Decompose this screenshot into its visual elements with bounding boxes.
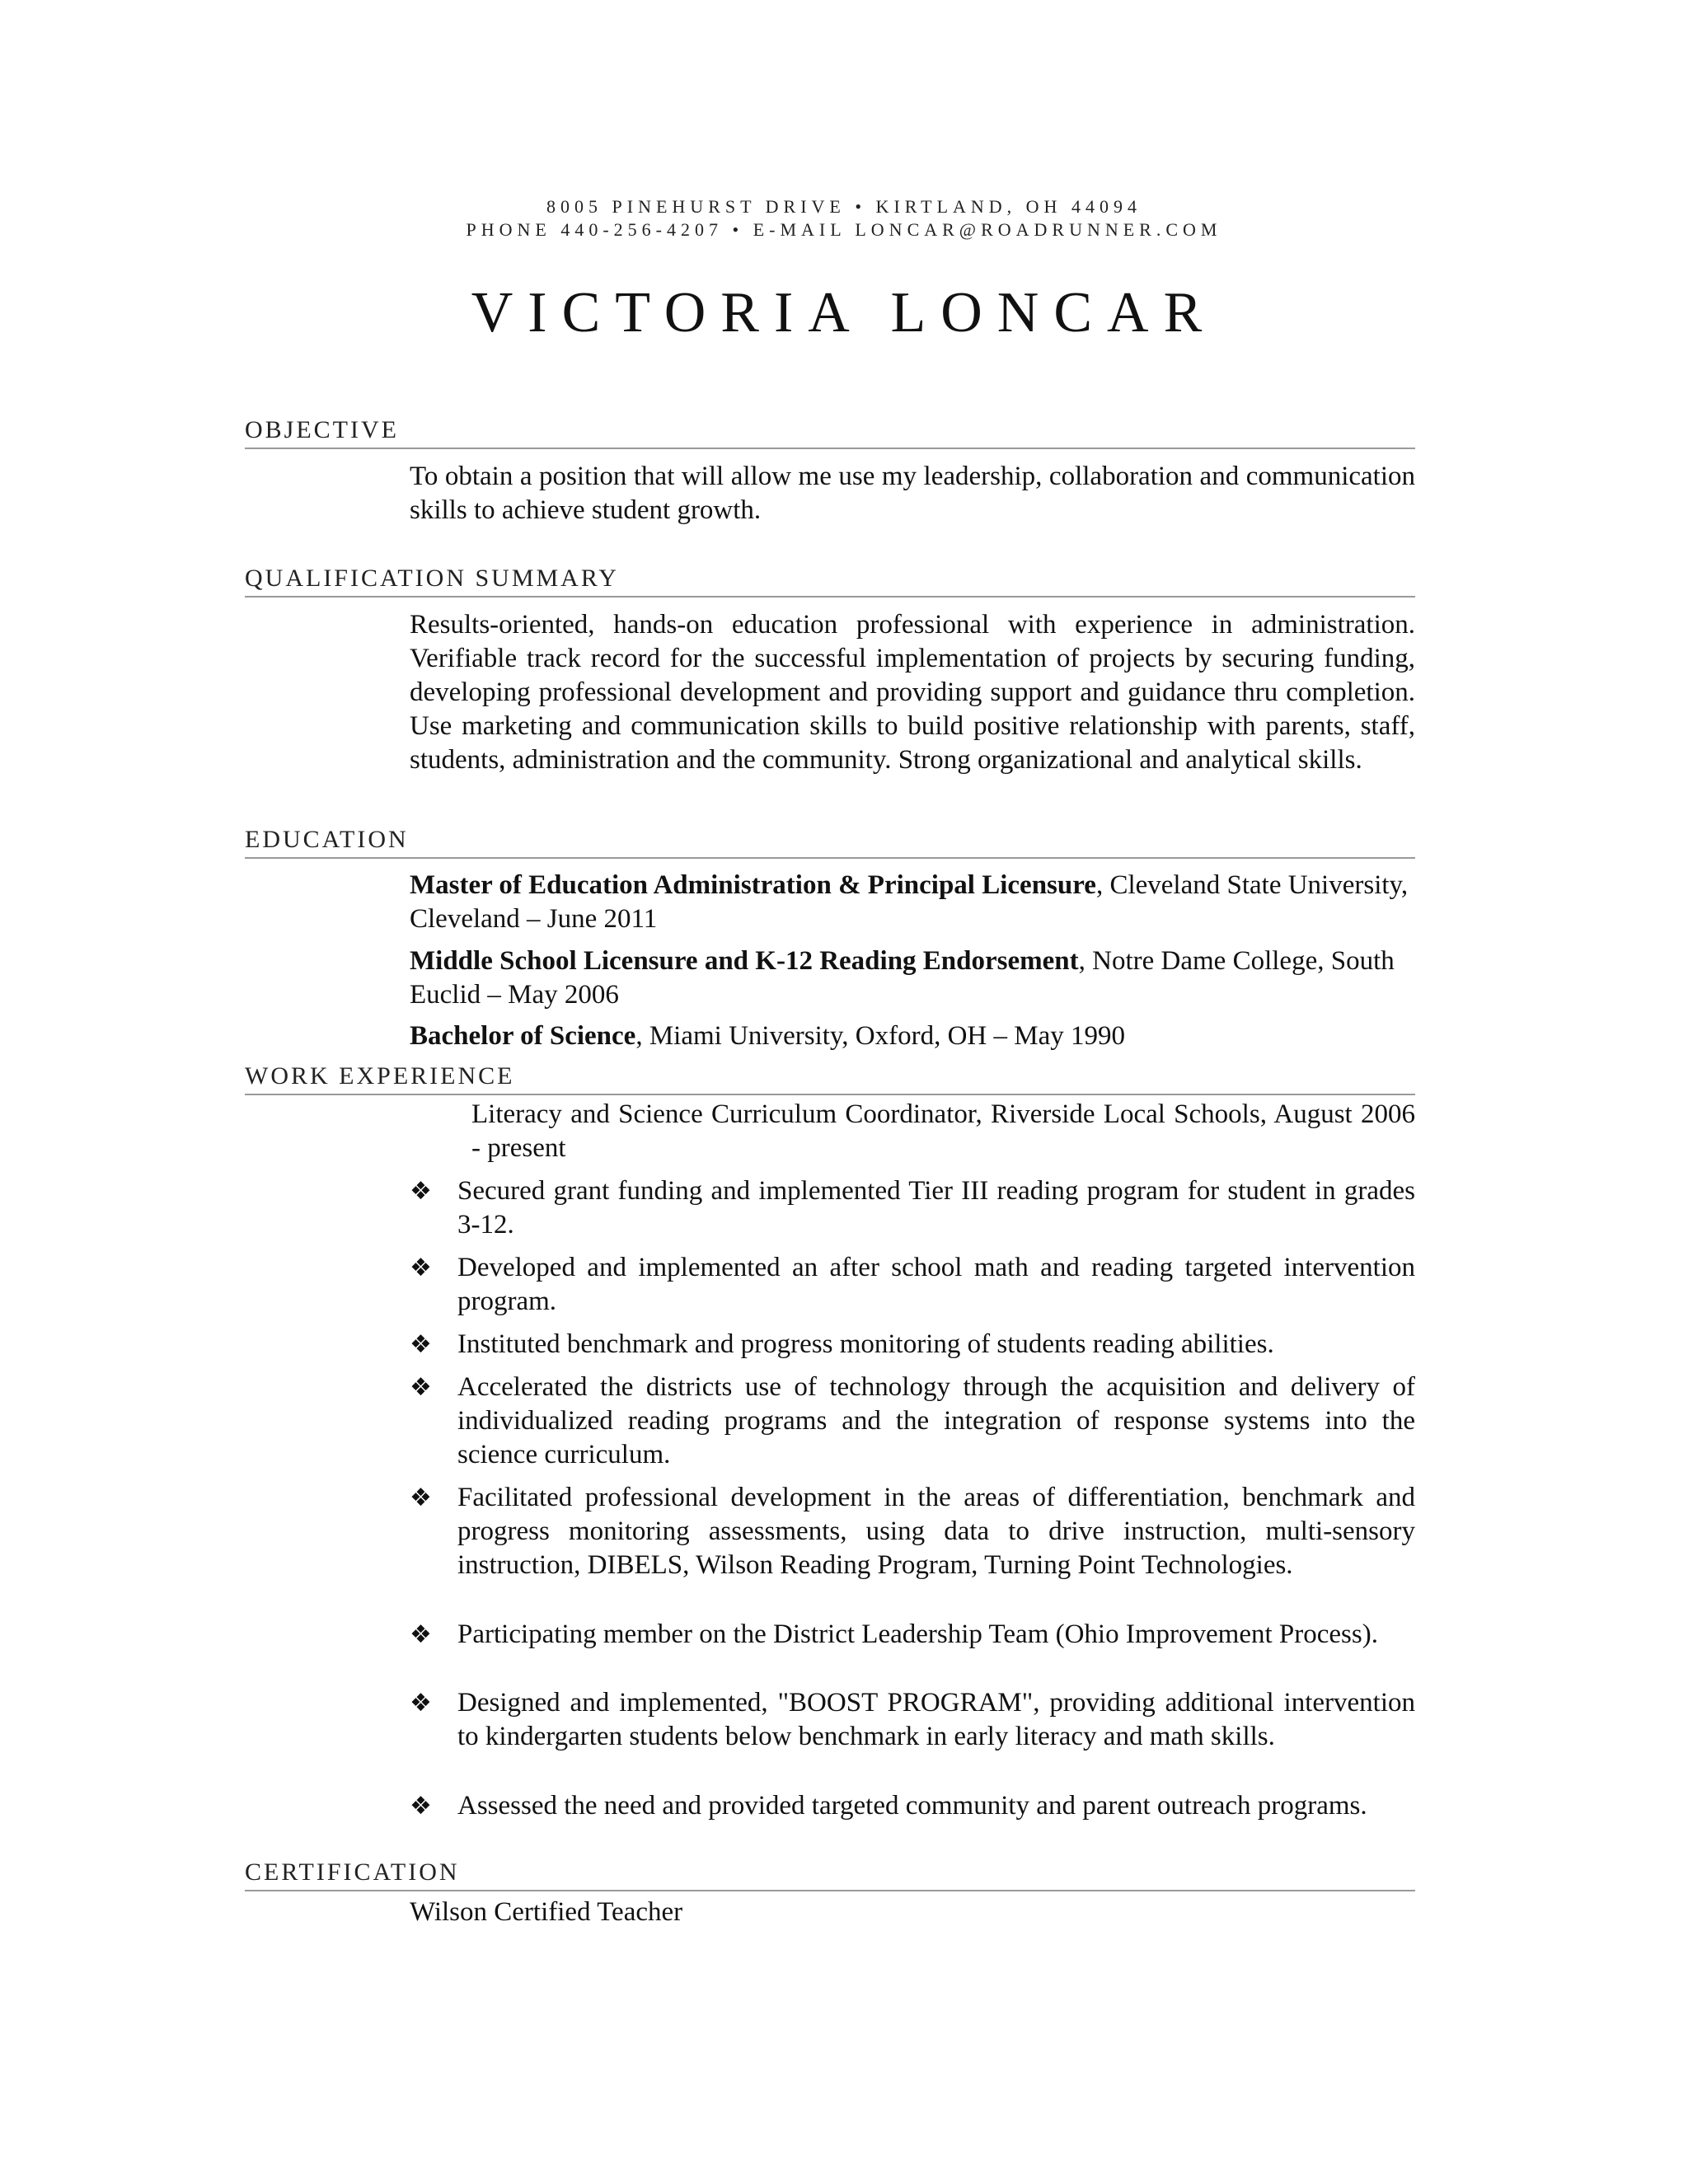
qualification-summary-heading: QUALIFICATION SUMMARY [245,563,1415,598]
address-line: 8005 PINEHURST DRIVE • KIRTLAND, OH 44094 [546,196,1142,217]
work-bullet-text: Developed and implemented an after school math and reading targeted intervention program. [457,1253,1415,1316]
diamond-bullet-icon: ❖ [410,1177,432,1206]
diamond-bullet-icon: ❖ [410,1330,432,1359]
work-bullet-text: Instituted benchmark and progress monitoring of students reading abilities. [457,1329,1274,1359]
diamond-bullet-icon: ❖ [410,1792,432,1821]
education-heading: EDUCATION [245,824,1415,859]
diamond-bullet-icon: ❖ [410,1254,432,1282]
objective-text: To obtain a position that will allow me use my leadership, collaboration and communication skills to achieve student growth. [410,462,1415,525]
diamond-bullet-icon: ❖ [410,1689,432,1718]
work-bullet-text: Facilitated professional development in the areas of differentiation, benchmark and progress monitoring assessments, using data to drive instruction, multi-sensory instruction, DIBELS, Wilson Reading Program, Turning Point Technologies. [457,1483,1415,1580]
contact-line: PHONE 440-256-4207 • E-MAIL LONCAR@ROADRUNNER.COM [466,219,1222,240]
work-bullet-text: Participating member on the District Leadership Team (Ohio Improvement Process). [457,1619,1378,1649]
education-item [410,944,1415,1012]
diamond-bullet-icon: ❖ [410,1483,432,1512]
education-degree: Bachelor of Science [410,1021,636,1051]
certification-heading: CERTIFICATION [245,1857,1415,1891]
work-bullet-text: Designed and implemented, "BOOST PROGRAM", providing additional intervention to kindergarten students below benchmark in early literacy and math skills. [457,1688,1415,1751]
work-bullet-text: Assessed the need and provided targeted community and parent outreach programs. [457,1791,1367,1821]
diamond-bullet-icon: ❖ [410,1373,432,1402]
education-degree: Middle School Licensure and K-12 Reading Endorsement [410,946,1079,976]
objective-heading: OBJECTIVE [245,415,1415,449]
education-detail: , Miami University, Oxford, OH – May 1990 [635,1021,1125,1051]
education-detail: , Cleveland State University, Cleveland – June 2011 [410,870,1409,934]
education-detail: , Notre Dame College, South Euclid – May 2006 [410,946,1395,1010]
qualification-summary-text: Results-oriented, hands-on education professional with experience in administration. Verifiable track record for the successful implementation of projects by securing funding, developing professional development and providing support and guidance thru completion. Use marketing and communication skills to build positive relationship with parents, staff, students, administration and the community. Strong organizational and analytical skills. [410,610,1415,775]
work-bullet-text: Secured grant funding and implemented Tier III reading program for student in grades 3-12. [457,1176,1415,1240]
diamond-bullet-icon: ❖ [410,1620,432,1649]
education-item [410,1019,1415,1053]
job-title: Literacy and Science Curriculum Coordinator, Riverside Local Schools, August 2006 - present [471,1099,1415,1163]
education-degree: Master of Education Administration & Principal Licensure [410,870,1096,900]
certification-text: Wilson Certified Teacher [410,1897,683,1927]
education-item [410,869,1415,936]
candidate-name: VICTORIA LONCAR [471,281,1217,344]
work-bullet-text: Accelerated the districts use of technology through the acquisition and delivery of individualized reading programs and the integration of response systems into the science curriculum. [457,1372,1415,1469]
work-experience-heading: WORK EXPERIENCE [245,1061,1415,1095]
